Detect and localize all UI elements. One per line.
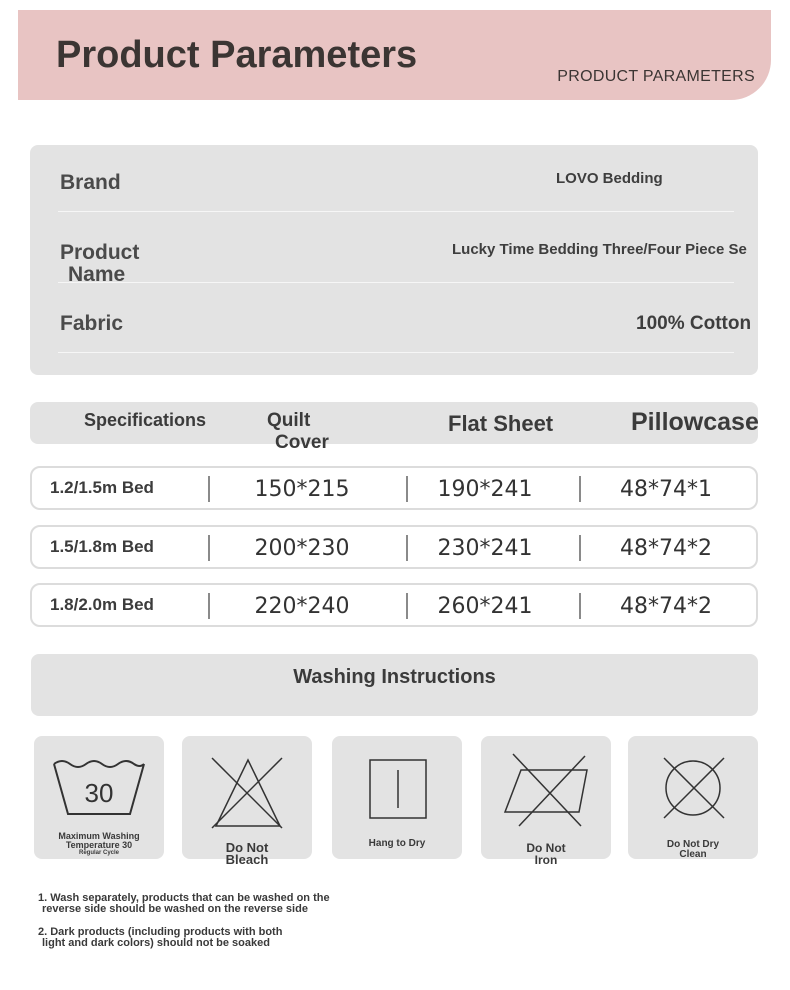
caption-line: Bleach <box>225 852 269 867</box>
column-separator <box>579 593 581 619</box>
note-item <box>38 893 408 915</box>
brand-value: LOVO Bedding <box>556 170 663 187</box>
page-title: Product Parameters <box>56 34 418 76</box>
bed-size: 1.5/1.8m Bed <box>50 537 154 556</box>
note-line: 1. Wash separately, products that can be washed on the <box>38 892 330 904</box>
fabric-label: Fabric <box>60 312 124 335</box>
hang-dry-icon <box>332 736 462 836</box>
note-line: 2. Dark products (including products with both <box>38 926 283 938</box>
column-separator <box>208 476 210 502</box>
quilt-cover-size: 200*230 <box>254 536 350 561</box>
do-not-dry-clean-caption <box>628 840 758 860</box>
header-banner <box>18 10 771 100</box>
note-line: light and dark colors) should not be soaked <box>42 937 270 949</box>
column-separator <box>579 535 581 561</box>
care-item-do-not-bleach <box>182 736 312 867</box>
do-not-iron-icon <box>481 736 611 836</box>
quilt-label: Quilt <box>267 410 311 431</box>
caption-line: Iron <box>534 853 558 867</box>
do-not-bleach-caption <box>182 842 312 866</box>
brand-label: Brand <box>60 171 121 194</box>
product-name-label-line2: Name <box>68 263 126 286</box>
caption-line: Do Not <box>225 840 269 855</box>
divider <box>58 282 734 283</box>
flat-sheet-size: 190*241 <box>437 477 533 502</box>
fabric-value: 100% Cotton <box>636 313 752 334</box>
hang-dry-caption: Hang to Dry <box>368 838 426 849</box>
care-item-hang-dry <box>332 736 462 859</box>
caption-line: Clean <box>679 849 707 860</box>
wash-temperature: 30 <box>84 778 114 808</box>
pillowcase-label: Pillowcase <box>631 408 759 436</box>
pillowcase-size: 48*74*1 <box>620 477 712 502</box>
product-name-value: Lucky Time Bedding Three/Four Piece Se <box>452 241 747 258</box>
spec-row <box>30 583 758 627</box>
spec-row <box>30 466 758 510</box>
column-separator <box>208 593 210 619</box>
flat-sheet-size: 230*241 <box>437 536 533 561</box>
note-item <box>38 927 408 949</box>
wash-30-caption <box>34 832 164 857</box>
flat-sheet-size: 260*241 <box>437 594 533 619</box>
specifications-label: Specifications <box>84 410 207 430</box>
care-item-do-not-dry-clean <box>628 736 758 859</box>
page-subtitle: PRODUCT PARAMETERS <box>557 68 755 85</box>
divider <box>58 352 734 353</box>
bed-size: 1.8/2.0m Bed <box>50 595 154 614</box>
do-not-dry-clean-icon <box>628 736 758 836</box>
product-info-panel <box>30 145 758 375</box>
quilt-cover-size: 150*215 <box>254 477 350 502</box>
cover-label: Cover <box>275 432 329 453</box>
flat-sheet-label: Flat Sheet <box>448 411 554 436</box>
do-not-iron-caption <box>481 842 611 866</box>
caption-line: Maximum Washing <box>58 831 140 841</box>
note-line: reverse side should be washed on the reverse side <box>42 903 308 915</box>
do-not-bleach-icon <box>182 736 312 836</box>
care-notes <box>32 893 408 961</box>
product-name-label-line1: Product <box>60 241 140 264</box>
caption-line: Temperature 30 <box>65 840 133 850</box>
washing-instructions-header <box>31 654 758 716</box>
care-item-do-not-iron <box>481 736 611 867</box>
bed-size: 1.2/1.5m Bed <box>50 478 154 497</box>
caption-line: Do Not <box>526 841 566 855</box>
washing-instructions-title: Washing Instructions <box>293 666 496 688</box>
specifications-header <box>30 402 759 453</box>
pillowcase-size: 48*74*2 <box>620 594 712 619</box>
column-separator <box>579 476 581 502</box>
pillowcase-size: 48*74*2 <box>620 536 712 561</box>
care-item-wash-30 <box>34 736 164 859</box>
quilt-cover-size: 220*240 <box>254 594 350 619</box>
caption-line: Do Not Dry <box>666 839 720 850</box>
product-name-label <box>60 242 139 286</box>
caption-line: Regular Cycle <box>78 850 120 856</box>
spec-row <box>30 525 758 569</box>
column-separator <box>208 535 210 561</box>
divider <box>58 211 734 212</box>
